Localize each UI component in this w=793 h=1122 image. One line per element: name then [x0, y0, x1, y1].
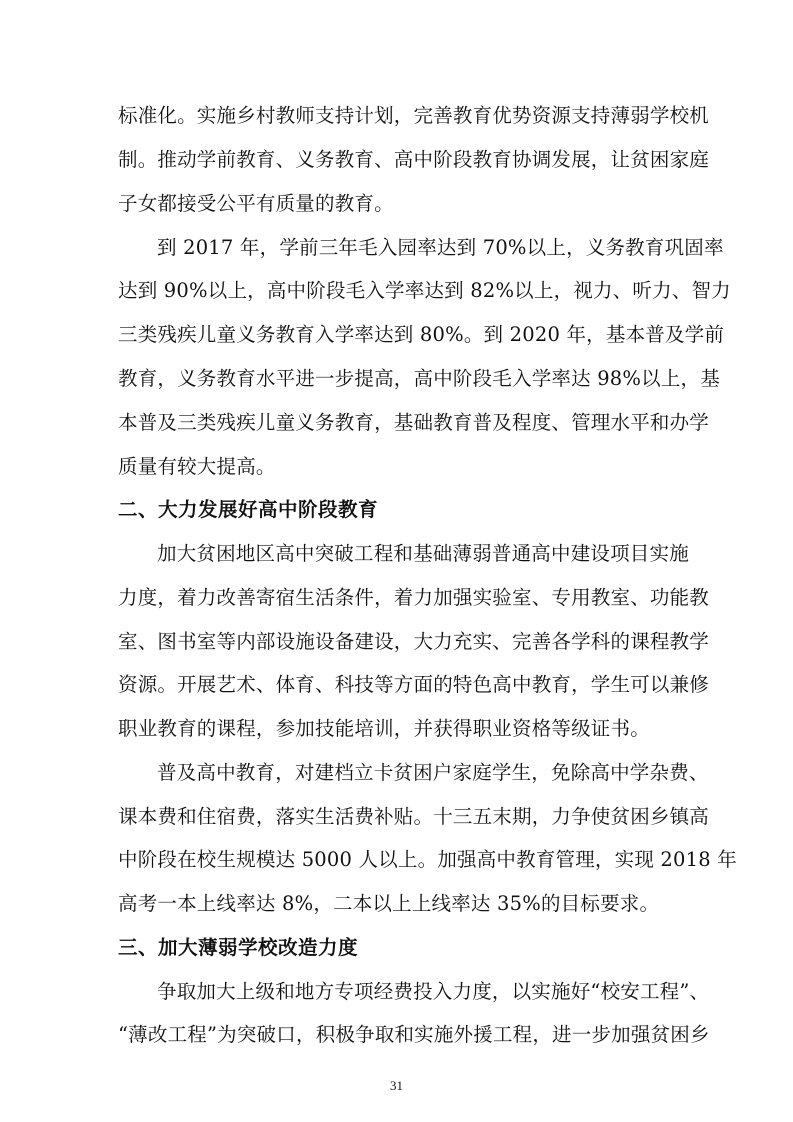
paragraph-2-line-6: 质量有较大提高。: [118, 455, 276, 478]
section-2-heading: 二、大力发展好高中阶段教育: [118, 498, 379, 521]
paragraph-3-line-4: 资源。开展艺术、体育、科技等方面的特色高中教育，学生可以兼修: [118, 673, 710, 696]
page-number: 31: [390, 1078, 403, 1093]
paragraph-3-line-5: 职业教育的课程，参加技能培训，并获得职业资格等级证书。: [118, 717, 650, 740]
section-3-heading: 三、加大薄弱学校改造力度: [118, 936, 359, 959]
paragraph-1-line-2: 制。推动学前教育、义务教育、高中阶段教育协调发展，让贫困家庭: [118, 148, 710, 171]
paragraph-2-line-2: 达到 90%以上，高中阶段毛入学率达到 82%以上，视力、听力、智力: [118, 279, 731, 302]
paragraph-2-line-5: 本普及三类残疾儿童义务教育，基础教育普及程度、管理水平和办学: [118, 411, 710, 434]
paragraph-4-line-3: 中阶段在校生规模达 5000 人以上。加强高中教育管理，实现 2018 年: [118, 848, 737, 871]
paragraph-1-line-1: 标准化。实施乡村教师支持计划，完善教育优势资源支持薄弱学校机: [118, 104, 710, 127]
paragraph-5-line-1: 争取加大上级和地方专项经费投入力度，以实施好“校安工程”、: [157, 980, 710, 1003]
paragraph-3-line-3: 室、图书室等内部设施设备建设，大力充实、完善各学科的课程教学: [118, 630, 710, 653]
paragraph-5-line-2: “薄改工程”为突破口，积极争取和实施外援工程，进一步加强贫困乡: [118, 1023, 710, 1046]
paragraph-4-line-1: 普及高中教育，对建档立卡贫困户家庭学生，免除高中学杂费、: [157, 761, 709, 784]
paragraph-2-line-1: 到 2017 年，学前三年毛入园率达到 70%以上，义务教育巩固率: [157, 236, 724, 259]
paragraph-1-line-3: 子女都接受公平有质量的教育。: [118, 192, 394, 215]
paragraph-4-line-4: 高考一本上线率达 8%，二本以上上线率达 35%的目标要求。: [118, 892, 660, 915]
paragraph-4-line-2: 课本费和住宿费，落实生活费补贴。十三五末期，力争使贫困乡镇高: [118, 805, 710, 828]
paragraph-2-line-3: 三类残疾儿童义务教育入学率达到 80%。到 2020 年，基本普及学前: [118, 323, 725, 346]
paragraph-3-line-2: 力度，着力改善寄宿生活条件，着力加强实验室、专用教室、功能教: [118, 586, 710, 609]
paragraph-2-line-4: 教育，义务教育水平进一步提高，高中阶段毛入学率达 98%以上，基: [118, 367, 720, 390]
paragraph-3-line-1: 加大贫困地区高中突破工程和基础薄弱普通高中建设项目实施: [157, 542, 689, 565]
